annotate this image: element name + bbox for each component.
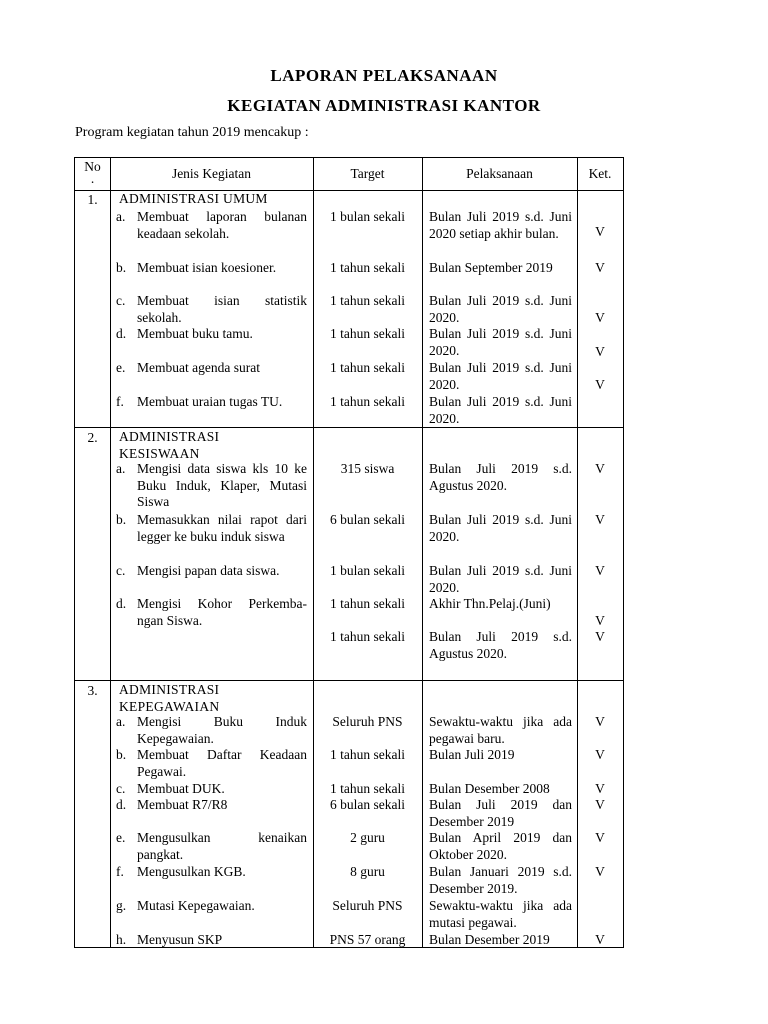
activity-item	[116, 461, 307, 511]
activity-text: Mengusulkan KGB.	[137, 864, 246, 879]
activity-item	[116, 830, 307, 863]
activity-item	[116, 394, 307, 411]
activity-text: Mengusulkan kenaikan pangkat.	[137, 830, 307, 862]
pelaksanaan-cell: Bulan Januari 2019 s.d. Desember 2019.	[429, 864, 572, 896]
activity-letter: e.	[116, 360, 126, 375]
pelaksanaan-cell: Sewaktu-waktu jika ada pegawai baru.	[429, 714, 572, 746]
activity-text: Mengisi data siswa kls 10 ke Buku Induk, Klaper, Mutasi Siswa	[137, 461, 307, 509]
pelaksanaan-cell: Bulan Juli 2019 s.d. Agustus 2020.	[429, 461, 572, 493]
section-number: 2.	[87, 430, 98, 445]
pelaksanaan-cell: Sewaktu-waktu jika ada mutasi pegawai.	[429, 898, 572, 930]
target-cell: 6 bulan sekali	[330, 512, 405, 527]
pelaksanaan-cell: Bulan Juli 2019 s.d. Juni 2020.	[429, 293, 572, 325]
ket-mark: V	[595, 613, 605, 628]
ket-mark: V	[595, 310, 605, 325]
activity-text: Membuat buku tamu.	[137, 326, 253, 341]
ket-mark: V	[595, 260, 605, 275]
header-pelaksanaan: Pelaksanaan	[466, 166, 533, 181]
ket-mark: V	[595, 830, 605, 845]
table-rule	[75, 157, 623, 158]
target-cell: Seluruh PNS	[332, 898, 403, 913]
activity-letter: f.	[116, 394, 124, 409]
activity-letter: f.	[116, 864, 124, 879]
activity-text: Mengisi Buku Induk Kepegawaian.	[137, 714, 307, 746]
section-title: ADMINISTRASI KEPEGAWAIAN	[119, 682, 220, 714]
pelaksanaan-cell: Bulan Desember 2019	[429, 932, 550, 947]
target-cell: 1 tahun sekali	[330, 360, 405, 375]
target-cell: PNS 57 orang	[329, 932, 406, 947]
activity-text: Membuat isian koesioner.	[137, 260, 277, 275]
pelaksanaan-cell: Bulan Juli 2019	[429, 747, 515, 762]
ket-mark: V	[595, 797, 605, 812]
activity-text: Mutasi Kepegawaian.	[137, 898, 255, 913]
target-cell: 1 tahun sekali	[330, 260, 405, 275]
activity-item	[116, 260, 307, 277]
ket-mark: V	[595, 864, 605, 879]
activity-item	[116, 932, 307, 949]
target-cell: 1 tahun sekali	[330, 394, 405, 409]
ket-mark: V	[595, 224, 605, 239]
activity-item	[116, 781, 307, 798]
activity-letter: c.	[116, 781, 126, 796]
activity-letter: d.	[116, 797, 127, 812]
ket-mark: V	[595, 747, 605, 762]
column-rule	[422, 157, 423, 947]
table-rule	[75, 680, 623, 681]
pelaksanaan-cell: Bulan Juli 2019 s.d. Juni 2020.	[429, 394, 572, 426]
activity-letter: d.	[116, 596, 127, 611]
ket-mark: V	[595, 512, 605, 527]
activity-table	[74, 157, 624, 948]
pelaksanaan-cell: Akhir Thn.Pelaj.(Juni)	[429, 596, 551, 611]
section-title: ADMINISTRASI UMUM	[119, 191, 268, 206]
activity-item	[116, 714, 307, 747]
ket-mark: V	[595, 629, 605, 644]
pelaksanaan-cell: Bulan Juli 2019 s.d. Juni 2020.	[429, 360, 572, 392]
activity-text: Membuat Daftar Keadaan Pegawai.	[137, 747, 307, 779]
header-jenis: Jenis Kegiatan	[171, 166, 252, 181]
pelaksanaan-cell: Bulan Juli 2019 s.d. Agustus 2020.	[429, 629, 572, 661]
activity-item	[116, 209, 307, 242]
activity-text: Membuat isian statistik sekolah.	[137, 293, 307, 325]
target-cell: 2 guru	[350, 830, 385, 845]
intro-text: Program kegiatan tahun 2019 mencakup :	[75, 125, 309, 140]
pelaksanaan-cell: Bulan Juli 2019 s.d. Juni 2020.	[429, 512, 572, 544]
ket-mark: V	[595, 461, 605, 476]
section-number: 1.	[87, 192, 98, 207]
header-no-dot: .	[90, 171, 95, 186]
activity-item	[116, 596, 307, 629]
activity-letter: a.	[116, 714, 126, 729]
activity-item	[116, 797, 307, 814]
header-target: Target	[350, 166, 385, 181]
ket-mark: V	[595, 563, 605, 578]
activity-item	[116, 293, 307, 326]
target-cell: 1 tahun sekali	[330, 326, 405, 341]
report-subtitle: KEGIATAN ADMINISTRASI KANTOR	[227, 96, 541, 115]
activity-text: Membuat uraian tugas TU.	[137, 394, 283, 409]
activity-letter: d.	[116, 326, 127, 341]
target-cell: 1 tahun sekali	[330, 629, 405, 644]
pelaksanaan-cell: Bulan September 2019	[429, 260, 553, 275]
ket-mark: V	[595, 344, 605, 359]
target-cell: 1 tahun sekali	[330, 747, 405, 762]
report-title: LAPORAN PELAKSANAAN	[270, 66, 498, 85]
activity-text: Memasukkan nilai rapot dari legger ke buku induk siswa	[137, 512, 307, 544]
activity-item	[116, 898, 307, 915]
activity-item	[116, 563, 307, 580]
table-rule	[75, 427, 623, 428]
section-title: ADMINISTRASI KESISWAAN	[119, 429, 220, 461]
activity-item	[116, 326, 307, 343]
activity-text: Membuat DUK.	[137, 781, 225, 796]
ket-mark: V	[595, 714, 605, 729]
activity-letter: c.	[116, 293, 126, 308]
column-rule	[110, 157, 111, 947]
target-cell: 8 guru	[350, 864, 385, 879]
target-cell: 6 bulan sekali	[330, 797, 405, 812]
activity-text: Membuat agenda surat	[137, 360, 260, 375]
activity-letter: a.	[116, 209, 126, 224]
activity-text: Mengisi papan data siswa.	[137, 563, 280, 578]
activity-item	[116, 864, 307, 881]
pelaksanaan-cell: Bulan Juli 2019 s.d. Juni 2020.	[429, 563, 572, 595]
header-no: No	[84, 159, 101, 174]
target-cell: 1 bulan sekali	[330, 563, 405, 578]
pelaksanaan-cell: Bulan Juli 2019 dan Desember 2019	[429, 797, 572, 829]
activity-letter: e.	[116, 830, 126, 845]
activity-text: Membuat laporan bulanan keadaan sekolah.	[137, 209, 307, 241]
activity-item	[116, 512, 307, 545]
ket-mark: V	[595, 781, 605, 796]
ket-mark: V	[595, 377, 605, 392]
pelaksanaan-cell: Bulan April 2019 dan Oktober 2020.	[429, 830, 572, 862]
target-cell: 1 tahun sekali	[330, 596, 405, 611]
target-cell: 1 bulan sekali	[330, 209, 405, 224]
activity-text: Menyusun SKP	[137, 932, 223, 947]
target-cell: 1 tahun sekali	[330, 293, 405, 308]
ket-mark: V	[595, 932, 605, 947]
activity-letter: a.	[116, 461, 126, 476]
activity-letter: h.	[116, 932, 127, 947]
activity-letter: b.	[116, 747, 127, 762]
pelaksanaan-cell: Bulan Juli 2019 s.d. Juni 2020.	[429, 326, 572, 358]
header-ket: Ket.	[588, 166, 612, 181]
activity-letter: b.	[116, 260, 127, 275]
target-cell: 1 tahun sekali	[330, 781, 405, 796]
activity-letter: b.	[116, 512, 127, 527]
activity-item	[116, 747, 307, 780]
target-cell: 315 siswa	[340, 461, 395, 476]
activity-text: Membuat R7/R8	[137, 797, 228, 812]
pelaksanaan-cell: Bulan Juli 2019 s.d. Juni 2020 setiap akhir bulan.	[429, 209, 572, 241]
activity-item	[116, 360, 307, 377]
activity-letter: g.	[116, 898, 127, 913]
target-cell: Seluruh PNS	[332, 714, 403, 729]
section-number: 3.	[87, 683, 98, 698]
pelaksanaan-cell: Bulan Desember 2008	[429, 781, 550, 796]
activity-text: Mengisi Kohor Perkemba-ngan Siswa.	[137, 596, 307, 628]
activity-letter: c.	[116, 563, 126, 578]
